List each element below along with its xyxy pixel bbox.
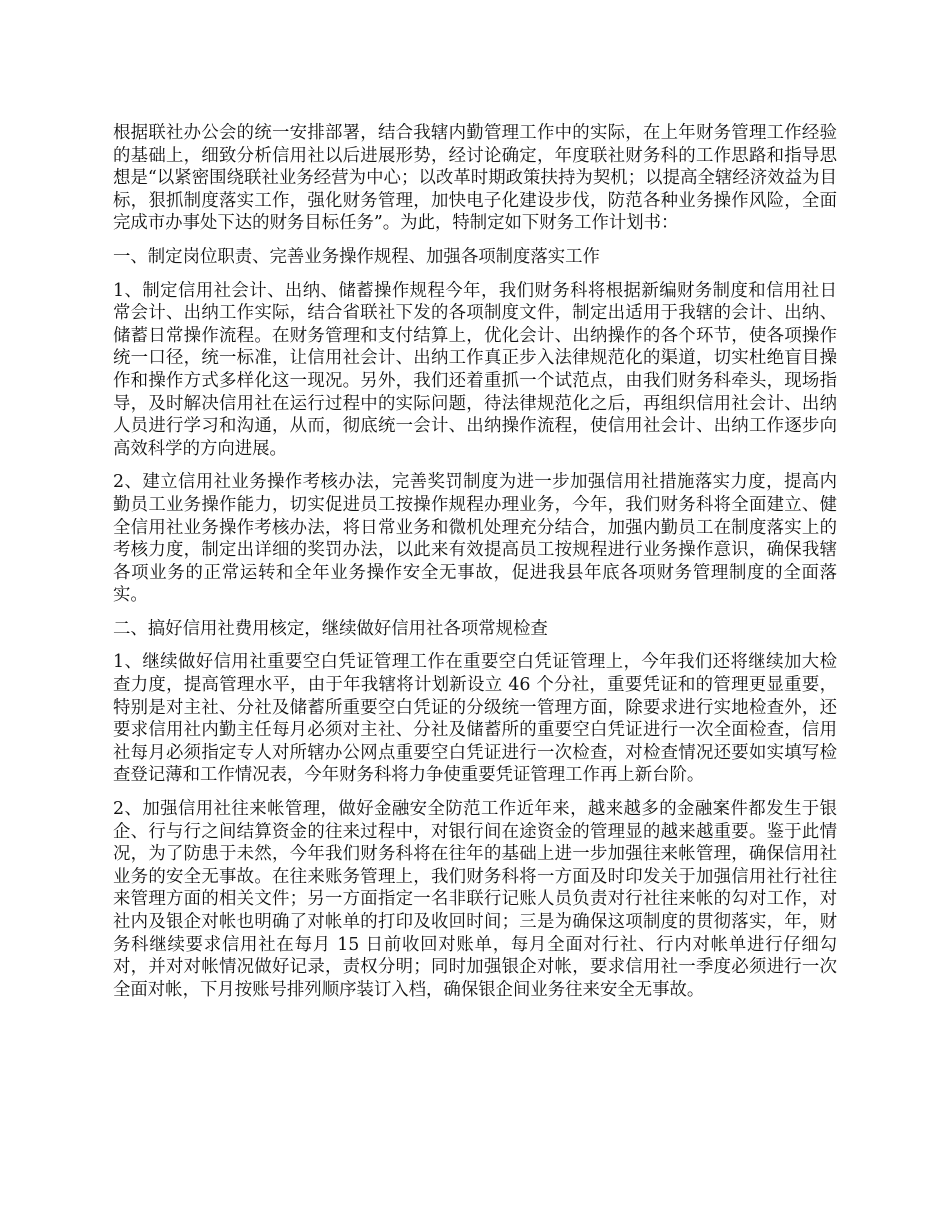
section-1-item-1: 1、制定信用社会计、出纳、储蓄操作规程今年，我们财务科将根据新编财务制度和信用社日常会计、出纳工作实际，结合省联社下发的各项制度文件，制定出适用于我辖的会计、出纳、储蓄日常操作流程。在财务管理和支付结算上，优化会计、出纳操作的各个环节，使各项操作统一口径，统一标准，让信用社会计、出纳工作真正步入法律规范化的渠道，切实杜绝盲目操作和操作方式多样化这一现况。另外，我们还着重抓一个试范点，由我们财务科牵头，现场指导，及时解决信用社在运行过程中的实际问题，待法律规范化之后，再组织信用社会计、出纳人员进行学习和沟通，从而，彻底统一会计、出纳操作流程，使信用社会计、出纳工作逐步向高效科学的方向进展。: [113, 280, 837, 459]
section-2-item-2: 2、加强信用社往来帐管理，做好金融安全防范工作近年来，越来越多的金融案件都发生于银企、行与行之间结算资金的往来过程中，对银行间在途资金的管理显的越来越重要。鉴于此情况，为了防患于未然，今年我们财务科将在往年的基础上进一步加强往来帐管理，确保信用社业务的安全无事故。在往来账务管理上，我们财务科将一方面及时印发关于加强信用社行社往来管理方面的相关文件；另一方面指定一名非联行记账人员负责对行社往来帐的勾对工作，对社内及银企对帐也明确了对帐单的打印及收回时间；三是为确保这项制度的贯彻落实，年，财务科继续要求信用社在每月 15 日前收回对账单，每月全面对行社、行内对帐单进行仔细勾对，并对对帐情况做好记录，责权分明；同时加强银企对帐，要求信用社一季度必须进行一次全面对帐，下月按账号排列顺序装订入档，确保银企间业务往来安全无事故。: [113, 799, 837, 1000]
intro-paragraph: 根据联社办公会的统一安排部署，结合我辖内勤管理工作中的实际，在上年财务管理工作经验的基础上，细致分析信用社以后进展形势，经讨论确定，年度联社财务科的工作思路和指导思想是“以紧密围绕联社业务经营为中心；以改革时期政策扶持为契机；以提高全辖经济效益为目标，狠抓制度落实工作，强化财务管理，加快电子化建设步伐，防范各种业务操作风险，全面完成市办事处下达的财务目标任务”。为此，特制定如下财务工作计划书：: [113, 123, 837, 234]
section-heading-1: 一、制定岗位职责、完善业务操作规程、加强各项制度落实工作: [113, 246, 600, 267]
section-1-item-2: 2、建立信用社业务操作考核办法，完善奖罚制度为进一步加强信用社措施落实力度，提高内勤员工业务操作能力，切实促进员工按操作规程办理业务，今年，我们财务科将全面建立、健全信用社业务操作考核办法，将日常业务和微机处理充分结合，加强内勤员工在制度落实上的考核力度，制定出详细的奖罚办法，以此来有效提高员工按规程进行业务操作意识，确保我辖各项业务的正常运转和全年业务操作安全无事故，促进我县年底各项财务管理制度的全面落实。: [113, 472, 837, 606]
document-body: [113, 122, 837, 1012]
section-heading-2: 二、搞好信用社费用核定，继续做好信用社各项常规检查: [113, 618, 548, 639]
section-2-item-1: 1、继续做好信用社重要空白凭证管理工作在重要空白凭证管理上，今年我们还将继续加大检查力度，提高管理水平，由于年我辖将计划新设立 46 个分社，重要凭证和的管理更显重要，特别是对主社、分社及储蓄所重要空白凭证的分级统一管理方面，除要求进行实地检查外，还要求信用社内勤主任每月必须对主社、分社及储蓄所的重要空白凭证进行一次全面检查，信用社每月必须指定专人对所辖办公网点重要空白凭证进行一次检查，对检查情况还要如实填写检查登记薄和工作情况表，今年财务科将力争使重要凭证管理工作再上新台阶。: [113, 652, 837, 786]
